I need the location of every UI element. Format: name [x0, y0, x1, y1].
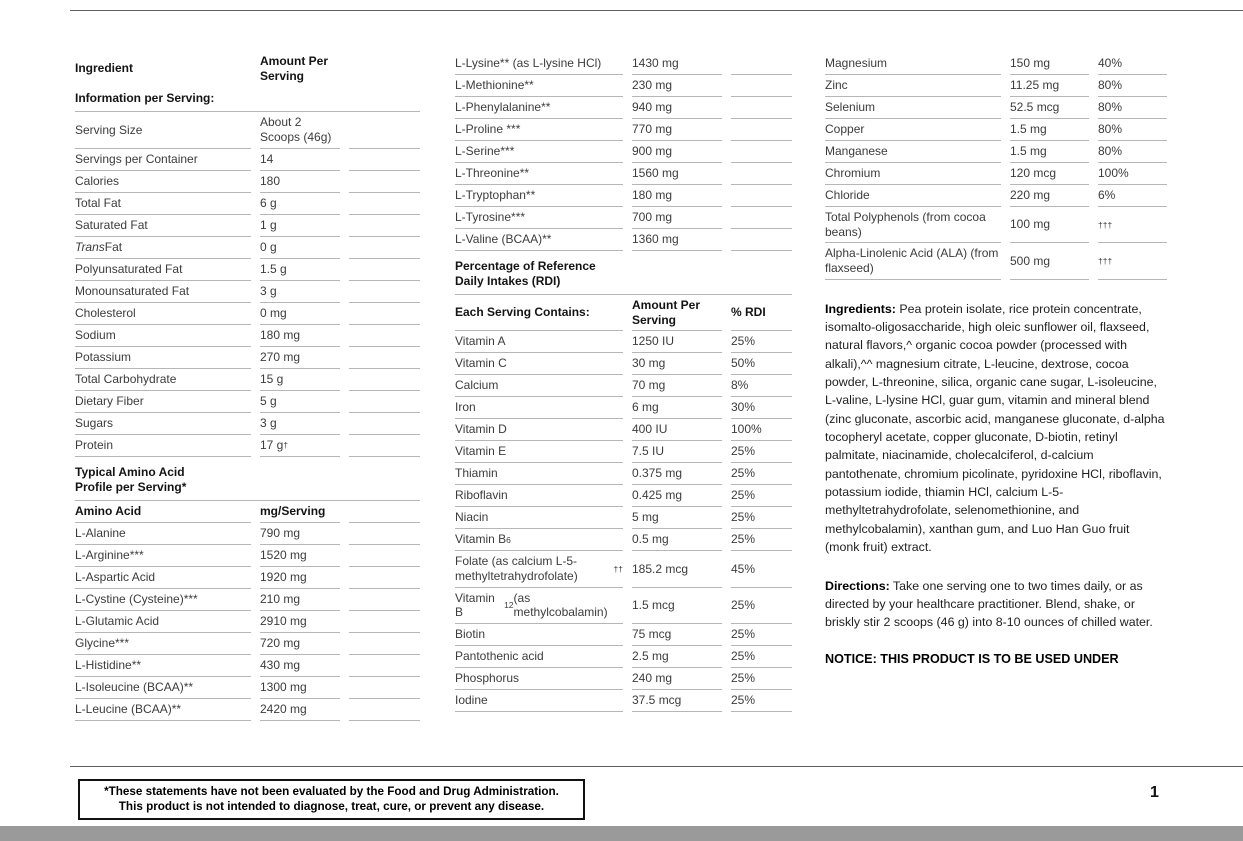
table-row — [75, 677, 420, 699]
table-row — [75, 237, 420, 259]
fda-disclaimer-box — [78, 779, 585, 820]
row-value: 17 g † — [260, 435, 340, 457]
row-label: L-Leucine (BCAA)** — [75, 699, 251, 721]
row-filler — [349, 237, 420, 259]
table-row — [75, 413, 420, 435]
row-value: 180 mg — [632, 185, 722, 207]
row-filler — [349, 589, 420, 611]
row-label: Niacin — [455, 507, 623, 529]
row-label: Magnesium — [825, 53, 1001, 75]
table-row — [455, 207, 792, 229]
row-filler — [349, 391, 420, 413]
table-row — [825, 119, 1167, 141]
row-value: 210 mg — [260, 589, 340, 611]
row-rdi: 80% — [1098, 75, 1167, 97]
table-row — [75, 193, 420, 215]
row-label: Manganese — [825, 141, 1001, 163]
directions-text: Take one serving one to two times daily, or as directed by your healthcare practitioner. Blend, shake, or briskly stir 2 scoops (46 g) into 8-10 ounces of chilled water. — [825, 578, 1153, 630]
rdi-header-row — [455, 295, 792, 331]
table-row — [455, 75, 792, 97]
row-label: L-Phenylalanine** — [455, 97, 623, 119]
row-filler — [731, 53, 792, 75]
row-value: 1920 mg — [260, 567, 340, 589]
row-label: Iron — [455, 397, 623, 419]
rdi-header-amount: Amount Per Serving — [632, 295, 722, 331]
top-divider — [70, 10, 1243, 11]
row-value: About 2 Scoops (46g) — [260, 112, 340, 148]
row-amount: 185.2 mcg — [632, 551, 722, 587]
table-row — [455, 529, 792, 551]
row-filler — [731, 229, 792, 251]
row-rdi: 25% — [731, 463, 792, 485]
row-label: L-Proline *** — [455, 119, 623, 141]
row-rdi: ††† — [1098, 207, 1167, 243]
table-row — [825, 207, 1167, 243]
row-value: 1 g — [260, 215, 340, 237]
table-row — [455, 163, 792, 185]
row-amount: 1.5 mg — [1010, 119, 1089, 141]
row-filler — [349, 545, 420, 567]
row-label: Pantothenic acid — [455, 646, 623, 668]
row-rdi: 45% — [731, 551, 792, 587]
row-label: Vitamin E — [455, 441, 623, 463]
row-value: 700 mg — [632, 207, 722, 229]
row-rdi: 25% — [731, 485, 792, 507]
table-row — [825, 141, 1167, 163]
table-row — [455, 97, 792, 119]
row-label: L-Alanine — [75, 523, 251, 545]
table-row — [75, 325, 420, 347]
row-filler — [349, 149, 420, 171]
row-amount: 1.5 mcg — [632, 588, 722, 624]
table-row — [75, 655, 420, 677]
row-label: L-Methionine** — [455, 75, 623, 97]
row-filler — [349, 655, 420, 677]
row-label: Vitamin B 12 (as methylcobalamin) — [455, 588, 623, 624]
row-value: 14 — [260, 149, 340, 171]
table-row — [75, 523, 420, 545]
table-row — [75, 171, 420, 193]
table-row — [455, 646, 792, 668]
row-label: Trans Fat — [75, 237, 251, 259]
table-row — [75, 545, 420, 567]
row-amount: 5 mg — [632, 507, 722, 529]
row-label: Chloride — [825, 185, 1001, 207]
row-amount: 0.425 mg — [632, 485, 722, 507]
row-rdi: 25% — [731, 588, 792, 624]
vitamin-table — [455, 331, 792, 712]
table-row — [825, 53, 1167, 75]
amino-header-row — [75, 501, 420, 523]
row-amount: 1250 IU — [632, 331, 722, 353]
row-filler — [349, 611, 420, 633]
table-row — [455, 331, 792, 353]
row-filler — [731, 75, 792, 97]
row-filler — [349, 215, 420, 237]
row-label: Servings per Container — [75, 149, 251, 171]
row-filler — [731, 163, 792, 185]
row-amount: 0.5 mg — [632, 529, 722, 551]
row-rdi: 25% — [731, 331, 792, 353]
ingredients-column — [825, 53, 1167, 666]
table-row — [455, 551, 792, 587]
row-filler — [731, 207, 792, 229]
row-amount: 220 mg — [1010, 185, 1089, 207]
row-label: Phosphorus — [455, 668, 623, 690]
row-label: Polyunsaturated Fat — [75, 259, 251, 281]
row-label: Selenium — [825, 97, 1001, 119]
row-amount: 0.375 mg — [632, 463, 722, 485]
row-rdi: 25% — [731, 646, 792, 668]
row-label: Chromium — [825, 163, 1001, 185]
table-row — [75, 369, 420, 391]
table-row — [455, 353, 792, 375]
row-value: 720 mg — [260, 633, 340, 655]
row-label: Vitamin C — [455, 353, 623, 375]
row-rdi: 8% — [731, 375, 792, 397]
row-value: 790 mg — [260, 523, 340, 545]
row-filler — [349, 677, 420, 699]
row-amount: 120 mcg — [1010, 163, 1089, 185]
row-label: Vitamin A — [455, 331, 623, 353]
row-value: 5 g — [260, 391, 340, 413]
table-row — [455, 588, 792, 624]
vitamins-column — [455, 53, 792, 712]
nutrition-column — [75, 53, 420, 721]
row-label: L-Glutamic Acid — [75, 611, 251, 633]
row-label: L-Isoleucine (BCAA)** — [75, 677, 251, 699]
table-row — [455, 229, 792, 251]
row-value: 180 — [260, 171, 340, 193]
row-amount: 400 IU — [632, 419, 722, 441]
amino-acid-table — [75, 523, 420, 721]
row-amount: 30 mg — [632, 353, 722, 375]
row-filler — [349, 633, 420, 655]
row-value: 0 mg — [260, 303, 340, 325]
row-rdi: 25% — [731, 529, 792, 551]
table-row — [455, 119, 792, 141]
row-filler — [349, 325, 420, 347]
row-value: 940 mg — [632, 97, 722, 119]
row-label: L-Aspartic Acid — [75, 567, 251, 589]
page-bottom-edge — [0, 826, 1243, 841]
table-row — [455, 441, 792, 463]
amino-header-label: Amino Acid — [75, 501, 251, 523]
table-row — [455, 375, 792, 397]
amino-acid-table-continued — [455, 53, 792, 251]
row-label: L-Lysine** (as L-lysine HCl) — [455, 53, 623, 75]
row-filler — [349, 523, 420, 545]
table-row — [455, 53, 792, 75]
table-row — [455, 507, 792, 529]
row-label: L-Serine*** — [455, 141, 623, 163]
row-label: Calcium — [455, 375, 623, 397]
row-filler — [349, 259, 420, 281]
row-label: Cholesterol — [75, 303, 251, 325]
row-value: 6 g — [260, 193, 340, 215]
row-filler — [731, 141, 792, 163]
table-row — [825, 97, 1167, 119]
table-row — [455, 690, 792, 712]
row-amount: 75 mcg — [632, 624, 722, 646]
row-filler — [349, 347, 420, 369]
row-amount: 6 mg — [632, 397, 722, 419]
table-row — [455, 668, 792, 690]
row-label: L-Tyrosine*** — [455, 207, 623, 229]
table-row — [75, 567, 420, 589]
row-rdi: 25% — [731, 507, 792, 529]
row-value: 270 mg — [260, 347, 340, 369]
row-label: L-Histidine** — [75, 655, 251, 677]
bottom-divider — [70, 766, 1243, 767]
row-label: L-Cystine (Cysteine)*** — [75, 589, 251, 611]
row-filler — [349, 567, 420, 589]
table-row — [455, 185, 792, 207]
directions-paragraph — [825, 577, 1167, 632]
row-value: 1360 mg — [632, 229, 722, 251]
amino-acid-profile-title: Typical Amino Acid Profile per Serving* — [75, 457, 420, 501]
row-value: 15 g — [260, 369, 340, 391]
row-label: Glycine*** — [75, 633, 251, 655]
row-amount: 70 mg — [632, 375, 722, 397]
table-row — [75, 259, 420, 281]
row-label: Protein — [75, 435, 251, 457]
row-label: Potassium — [75, 347, 251, 369]
row-filler — [349, 413, 420, 435]
row-label: Riboflavin — [455, 485, 623, 507]
table-row — [455, 624, 792, 646]
amino-header-value: mg/Serving — [260, 501, 340, 523]
table-row — [75, 347, 420, 369]
nutrition-header-amount: Amount Per Serving — [260, 54, 329, 83]
disclaimer-line-1: *These statements have not been evaluated by the Food and Drug Administration. — [104, 785, 559, 798]
row-value: 2420 mg — [260, 699, 340, 721]
row-label: Copper — [825, 119, 1001, 141]
row-amount: 150 mg — [1010, 53, 1089, 75]
table-row — [75, 611, 420, 633]
row-label: Vitamin D — [455, 419, 623, 441]
row-value: 1430 mg — [632, 53, 722, 75]
table-row — [455, 141, 792, 163]
rdi-title: Percentage of Reference Daily Intakes (RDI) — [455, 251, 792, 295]
row-rdi: ††† — [1098, 243, 1167, 279]
row-label: Total Polyphenols (from cocoa beans) — [825, 207, 1001, 243]
row-value: 1300 mg — [260, 677, 340, 699]
row-amount: 11.25 mg — [1010, 75, 1089, 97]
row-amount: 1.5 mg — [1010, 141, 1089, 163]
table-row — [825, 185, 1167, 207]
row-rdi: 6% — [1098, 185, 1167, 207]
row-filler — [349, 303, 420, 325]
row-value: 900 mg — [632, 141, 722, 163]
row-label: Sodium — [75, 325, 251, 347]
row-amount: 100 mg — [1010, 207, 1089, 243]
row-label: Vitamin B 6 — [455, 529, 623, 551]
nutrition-table — [75, 112, 420, 456]
row-label: Calories — [75, 171, 251, 193]
row-filler — [349, 112, 420, 148]
ingredients-paragraph — [825, 300, 1167, 557]
row-amount: 2.5 mg — [632, 646, 722, 668]
row-filler — [349, 171, 420, 193]
row-rdi: 25% — [731, 624, 792, 646]
table-row — [455, 419, 792, 441]
row-rdi: 25% — [731, 668, 792, 690]
table-row — [75, 589, 420, 611]
row-value: 770 mg — [632, 119, 722, 141]
row-rdi: 25% — [731, 441, 792, 463]
row-label: Total Carbohydrate — [75, 369, 251, 391]
header-filler — [349, 53, 420, 85]
row-label: Sugars — [75, 413, 251, 435]
row-label: L-Arginine*** — [75, 545, 251, 567]
rdi-header-label: Each Serving Contains: — [455, 295, 623, 331]
information-per-serving-title: Information per Serving: — [75, 85, 420, 112]
row-label: Saturated Fat — [75, 215, 251, 237]
header-filler — [349, 501, 420, 523]
ingredients-label: Ingredients: — [825, 301, 896, 316]
row-value: 1.5 g — [260, 259, 340, 281]
row-label: Total Fat — [75, 193, 251, 215]
table-row — [75, 699, 420, 721]
table-row — [825, 75, 1167, 97]
row-rdi: 100% — [731, 419, 792, 441]
row-filler — [349, 193, 420, 215]
row-label: Monounsaturated Fat — [75, 281, 251, 303]
row-rdi: 25% — [731, 690, 792, 712]
table-row — [75, 633, 420, 655]
row-value: 0 g — [260, 237, 340, 259]
row-filler — [349, 369, 420, 391]
row-label: L-Valine (BCAA)** — [455, 229, 623, 251]
row-rdi: 40% — [1098, 53, 1167, 75]
row-label: Serving Size — [75, 112, 251, 148]
row-label: L-Threonine** — [455, 163, 623, 185]
row-rdi: 50% — [731, 353, 792, 375]
table-row — [75, 303, 420, 325]
row-rdi: 100% — [1098, 163, 1167, 185]
row-rdi: 80% — [1098, 141, 1167, 163]
table-row — [75, 112, 420, 148]
row-label: Alpha-Linolenic Acid (ALA) (from flaxseed) — [825, 243, 1001, 279]
row-filler — [731, 185, 792, 207]
row-label: Biotin — [455, 624, 623, 646]
row-value: 1520 mg — [260, 545, 340, 567]
row-amount: 52.5 mcg — [1010, 97, 1089, 119]
row-label: Iodine — [455, 690, 623, 712]
nutrition-header-row — [75, 53, 420, 85]
row-value: 180 mg — [260, 325, 340, 347]
table-row — [75, 215, 420, 237]
row-label: Thiamin — [455, 463, 623, 485]
row-label: L-Tryptophan** — [455, 185, 623, 207]
directions-label: Directions: — [825, 578, 890, 593]
row-amount: 500 mg — [1010, 243, 1089, 279]
row-value: 230 mg — [632, 75, 722, 97]
nutrition-header-ingredient: Ingredient — [75, 61, 134, 76]
table-row — [825, 243, 1167, 279]
table-row — [75, 391, 420, 413]
row-filler — [349, 699, 420, 721]
row-value: 430 mg — [260, 655, 340, 677]
row-value: 3 g — [260, 413, 340, 435]
rdi-header-pct: % RDI — [731, 295, 792, 331]
row-filler — [349, 435, 420, 457]
table-row — [75, 281, 420, 303]
row-rdi: 80% — [1098, 119, 1167, 141]
disclaimer-line-2: This product is not intended to diagnose, treat, cure, or prevent any disease. — [118, 800, 545, 814]
mineral-table — [825, 53, 1167, 280]
table-row — [825, 163, 1167, 185]
table-row — [455, 397, 792, 419]
table-row — [75, 435, 420, 457]
notice-text: NOTICE: THIS PRODUCT IS TO BE USED UNDER — [825, 651, 1119, 666]
table-row — [455, 485, 792, 507]
row-amount: 240 mg — [632, 668, 722, 690]
row-value: 1560 mg — [632, 163, 722, 185]
row-rdi: 30% — [731, 397, 792, 419]
row-value: 2910 mg — [260, 611, 340, 633]
table-row — [455, 463, 792, 485]
table-row — [75, 149, 420, 171]
row-rdi: 80% — [1098, 97, 1167, 119]
row-amount: 37.5 mcg — [632, 690, 722, 712]
row-value: 3 g — [260, 281, 340, 303]
row-label: Dietary Fiber — [75, 391, 251, 413]
row-filler — [731, 97, 792, 119]
row-label: Zinc — [825, 75, 1001, 97]
row-label: Folate (as calcium L-5-methyltetrahydrofolate) †† — [455, 551, 623, 587]
row-filler — [349, 281, 420, 303]
ingredients-text: Pea protein isolate, rice protein concentrate, isomalto-oligosaccharide, high oleic sunflower oil, flaxseed, natural flavors,^ organic cocoa powder (processed with alkali),^^ magnesium citrate, L-leucine, dextrose, cocoa powder, L-threonine, silica, organic cane sugar, L-isoleucine, L-valine, L-lysine HCl, guar gum, vitamin and mineral blend (zinc gluconate, ascorbic acid, manganese gluconate, d-alpha tocopheryl acetate, copper gluconate, D-biotin, retinyl palmitate, niacinamide, cholecalciferol, d-calcium pantothenate, chromium picolinate, pyridoxine HCl, riboflavin, potassium iodide, thiamin HCl, calcium L-5-methyltetrahydrofolate, selenomethionine, and methylcobalamin), xanthan gum, and Luo Han Guo fruit (monk fruit) extract. — [825, 301, 1165, 555]
page-number: 1 — [1150, 784, 1159, 801]
row-amount: 7.5 IU — [632, 441, 722, 463]
row-filler — [731, 119, 792, 141]
